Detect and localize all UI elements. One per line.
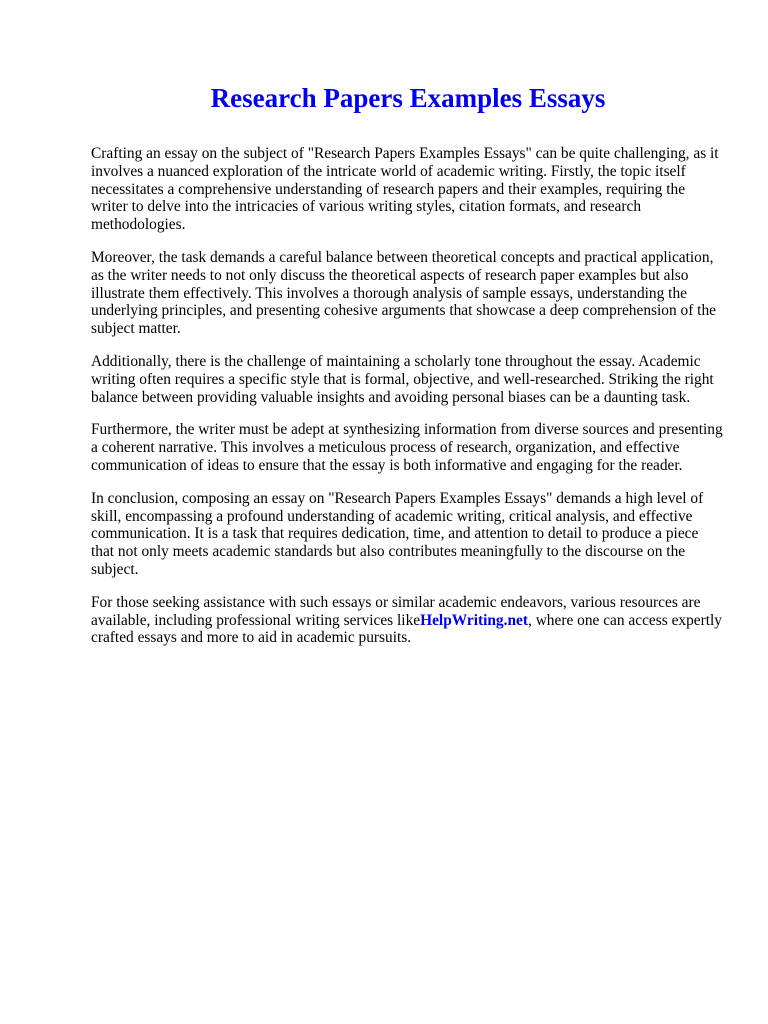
document-body bbox=[91, 145, 723, 662]
helpwriting-link[interactable]: HelpWriting.net bbox=[420, 611, 528, 629]
page-title: Research Papers Examples Essays bbox=[210, 83, 606, 113]
resources-text-before-link: For those seeking assistance with such essays or similar academic endeavors, various resources are available, including professional writing services like bbox=[91, 593, 701, 629]
resources-text-after-link: , where one can access expertly crafted essays and more to aid in academic pursuits. bbox=[91, 611, 722, 647]
paragraph-synthesis: Furthermore, the writer must be adept at synthesizing information from diverse sources and presenting a coherent narrative. This involves a meticulous process of research, organization, and effective communication of ideas to ensure that the essay is both informative and engaging for the reader. bbox=[91, 421, 723, 474]
paragraph-intro: Crafting an essay on the subject of "Research Papers Examples Essays" can be quite challenging, as it involves a nuanced exploration of the intricate world of academic writing. Firstly, the topic itself necessitates a comprehensive understanding of research papers and their examples, requiring the writer to delve into the intricacies of various writing styles, citation formats, and research methodologies. bbox=[91, 145, 719, 234]
paragraph-conclusion: In conclusion, composing an essay on "Research Papers Examples Essays" demands a high level of skill, encompassing a profound understanding of academic writing, critical analysis, and effective communication. It is a task that requires dedication, time, and attention to detail to produce a piece that not only meets academic standards but also contributes meaningfully to the discourse on the subject. bbox=[91, 489, 704, 578]
paragraph-balance: Moreover, the task demands a careful balance between theoretical concepts and practical application, as the writer needs to not only discuss the theoretical aspects of research paper examples but also illustrate them effectively. This involves a thorough analysis of sample essays, understanding the underlying principles, and presenting cohesive arguments that showcase a deep comprehension of the subject matter. bbox=[91, 248, 716, 338]
paragraph-resources bbox=[91, 594, 723, 647]
paragraph-tone: Additionally, there is the challenge of maintaining a scholarly tone throughout the essay. Academic writing often requires a specific style that is formal, objective, and well-researched. Striking the right balance between providing valuable insights and avoiding personal biases can be a daunting task. bbox=[91, 352, 714, 406]
